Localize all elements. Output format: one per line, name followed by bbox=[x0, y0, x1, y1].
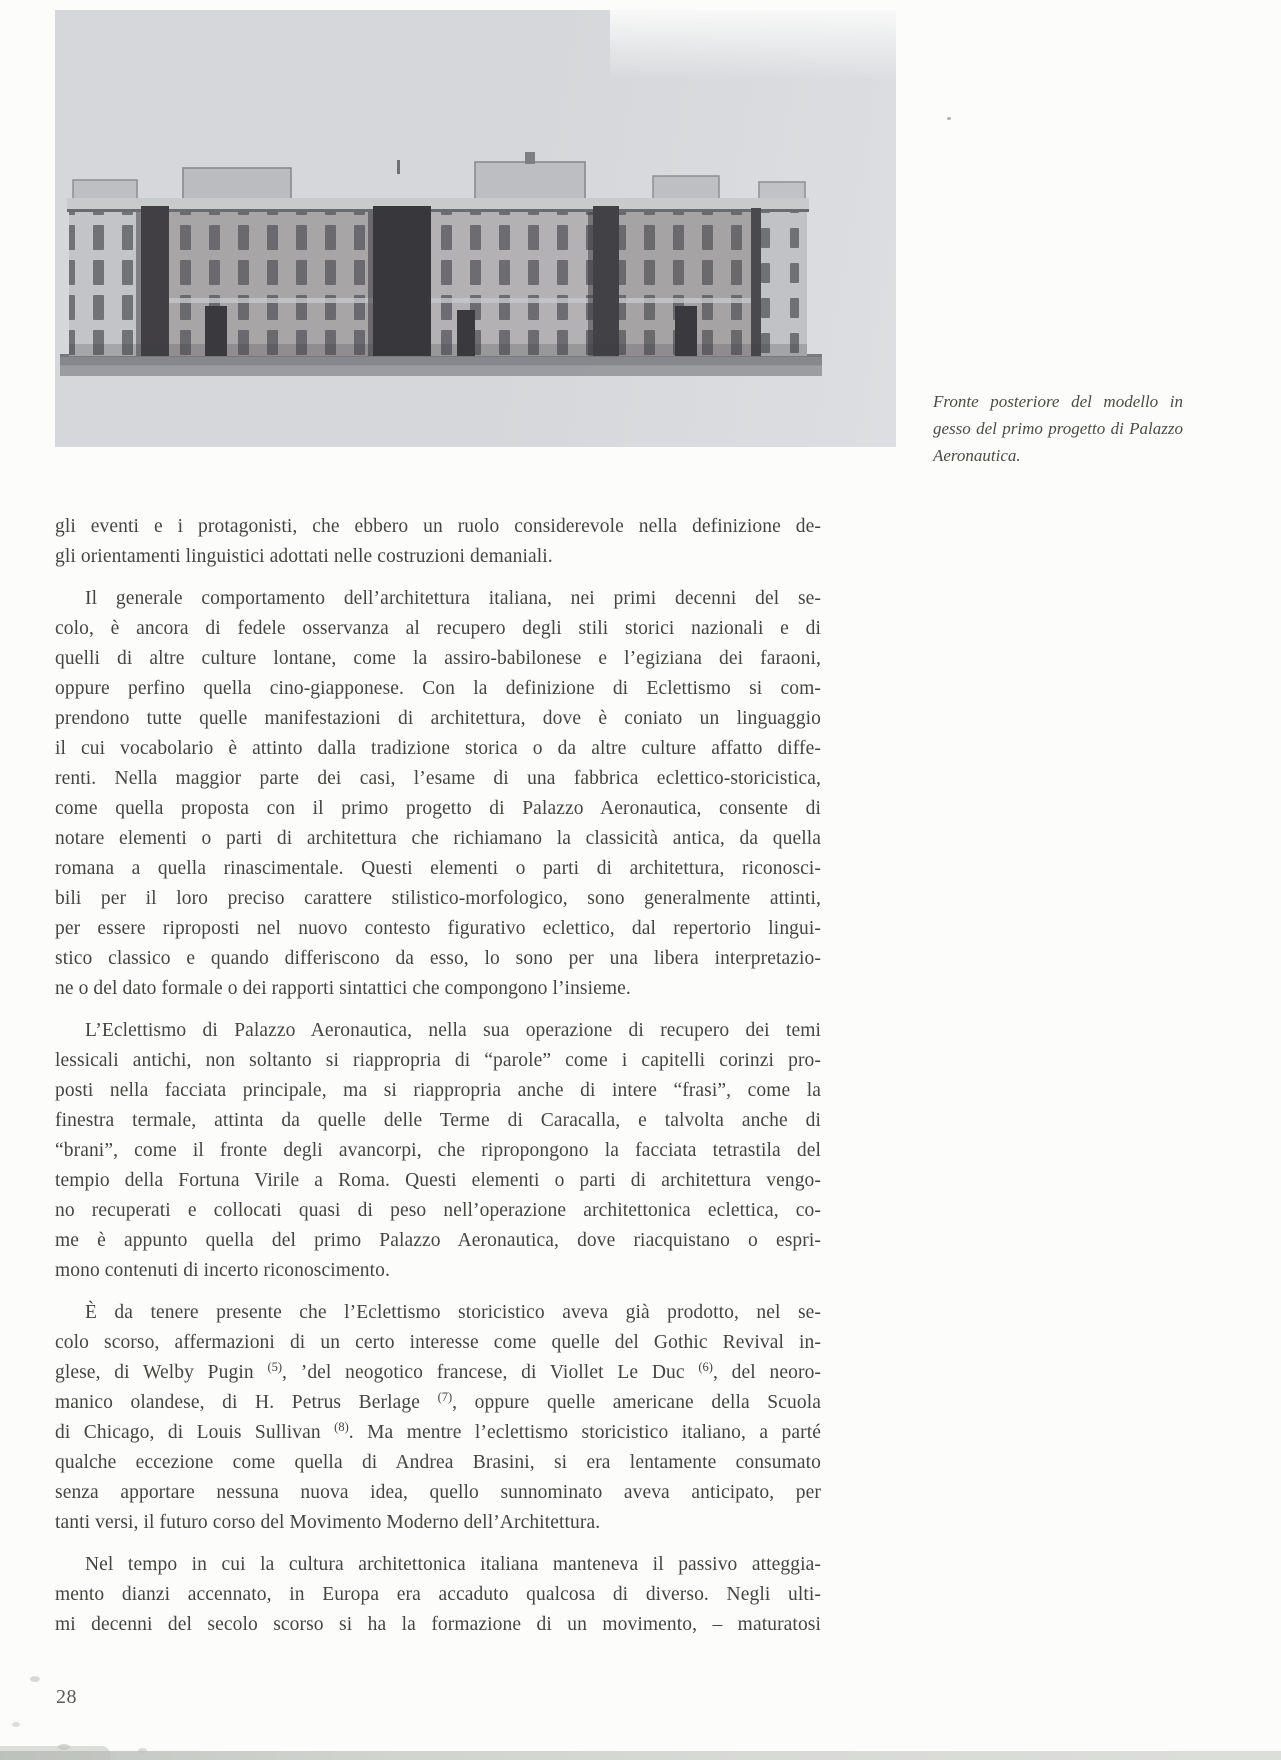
text-line: “brani”, come il fronte degli avancorpi, che ripropongono la facciata tetrastila del bbox=[55, 1140, 821, 1161]
text-line: qualche eccezione come quella di Andrea Brasini, si era lentamente consumato bbox=[55, 1452, 821, 1473]
scan-speck bbox=[30, 1676, 40, 1682]
text-line: per essere riproposti nel nuovo contesto figurativo eclettico, dal repertorio lingui- bbox=[55, 918, 821, 939]
figure-caption bbox=[933, 388, 1183, 469]
text-line: L’Eclettismo di Palazzo Aeronautica, nella sua operazione di recupero dei temi bbox=[85, 1020, 821, 1041]
text-line: quelli di altre culture lontane, come la assiro-babilonese e l’egiziana dei faraoni, bbox=[55, 648, 821, 669]
text-line: lessicali antichi, non soltanto si riappropria di “parole” come i capitelli corinzi pro- bbox=[55, 1050, 821, 1071]
text-line: Nel tempo in cui la cultura architettonica italiana manteneva il passivo atteggia- bbox=[85, 1554, 821, 1575]
figure-image bbox=[55, 10, 896, 447]
text-line: mento dianzi accennato, in Europa era accaduto qualcosa di diverso. Negli ulti- bbox=[55, 1584, 821, 1605]
text-line: senza apportare nessuna nuova idea, quello sunnominato aveva anticipato, per bbox=[55, 1482, 821, 1503]
text-line: finestra termale, attinta da quelle delle Terme di Caracalla, e talvolta anche di bbox=[55, 1110, 821, 1131]
text-line: colo, è ancora di fedele osservanza al recupero degli stili storici nazionali e di bbox=[55, 618, 821, 639]
caption-line: Fronte posteriore del modello in bbox=[933, 392, 1183, 411]
text-line: ne o del dato formale o dei rapporti sintattici che compongono l’insieme. bbox=[55, 978, 631, 999]
paragraph bbox=[55, 512, 821, 572]
scan-speck bbox=[12, 1722, 20, 1727]
text-line: bili per il loro preciso carattere stilistico-morfologico, sono generalmente attinti, bbox=[55, 888, 821, 909]
caption-line: gesso del primo progetto di Palazzo bbox=[933, 419, 1183, 438]
text-line: gli orientamenti linguistici adottati nelle costruzioni demaniali. bbox=[55, 546, 553, 567]
text-line: come quella proposta con il primo progetto di Palazzo Aeronautica, consente di bbox=[55, 798, 821, 819]
text-line: il cui vocabolario è attinto dalla tradizione storica o da altre culture affatto diffe- bbox=[55, 738, 821, 759]
footnote-reference: (7) bbox=[437, 1390, 453, 1404]
text-line: me è appunto quella del primo Palazzo Aeronautica, dove riacquistano o espri- bbox=[55, 1230, 821, 1251]
footnote-reference: (8) bbox=[334, 1420, 349, 1434]
text-line: È da tenere presente che l’Eclettismo storicistico aveva già prodotto, nel se- bbox=[85, 1302, 821, 1323]
text-line: tempio della Fortuna Virile a Roma. Questi elementi o parti di architettura vengo- bbox=[55, 1170, 821, 1191]
caption-line: Aeronautica. bbox=[933, 446, 1021, 465]
paragraph bbox=[55, 1550, 821, 1640]
page-edge-shadow bbox=[0, 1751, 1281, 1760]
paragraph bbox=[55, 1298, 821, 1538]
text-line: colo scorso, affermazioni di un certo interesse come quelle del Gothic Revival in- bbox=[55, 1332, 821, 1353]
article bbox=[55, 512, 821, 1640]
paragraph bbox=[55, 1016, 821, 1286]
text-line: oppure perfino quella cino-giapponese. Con la definizione di Eclettismo si com- bbox=[55, 678, 821, 699]
text-line: glese, di Welby Pugin $^{(5)}$, ’del neogotico francese, di Viollet Le Duc $^{(6)}$, del neoro- bbox=[55, 1360, 822, 1383]
text-line: manico olandese, di H. Petrus Berlage $^{(7)}$, oppure quelle americane della Scuola bbox=[55, 1390, 821, 1413]
text-line: posti nella facciata principale, ma si riappropria anche di intere “frasi”, come la bbox=[55, 1080, 821, 1101]
text-line: mono contenuti di incerto riconoscimento. bbox=[55, 1260, 390, 1281]
text-line: gli eventi e i protagonisti, che ebbero un ruolo considerevole nella definizione de- bbox=[55, 516, 821, 537]
building-illustration bbox=[55, 10, 896, 447]
footnote-reference: (5) bbox=[267, 1360, 283, 1374]
text-line: di Chicago, di Louis Sullivan $^{(8)}$. Ma mentre l’eclettismo storicistico italiano, a parté bbox=[55, 1420, 821, 1443]
text-line: mi decenni del secolo scorso si ha la formazione di un movimento, – maturatosi bbox=[55, 1614, 821, 1635]
text-line: Il generale comportamento dell’architettura italiana, nei primi decenni del se- bbox=[85, 588, 821, 609]
footnote-reference: (6) bbox=[698, 1360, 713, 1374]
text-line: romana a quella rinascimentale. Questi elementi o parti di architettura, riconosci- bbox=[55, 858, 821, 879]
text-line: renti. Nella maggior parte dei casi, l’esame di una fabbrica eclettico-storicistica, bbox=[55, 768, 821, 789]
text-line: prendono tutte quelle manifestazioni di architettura, dove è coniato un linguaggio bbox=[55, 708, 821, 729]
page-number: 28 bbox=[56, 1686, 77, 1708]
text-line: no recuperati e collocati quasi di peso nell’operazione architettonica eclettica, co- bbox=[55, 1200, 821, 1221]
scan-speck bbox=[947, 117, 951, 120]
paragraph bbox=[55, 584, 821, 1004]
text-line: stico classico e quando differiscono da esso, lo sono per una libera interpretazio- bbox=[55, 948, 821, 969]
text-line: tanti versi, il futuro corso del Movimento Moderno dell’Architettura. bbox=[55, 1512, 601, 1533]
text-line: notare elementi o parti di architettura che richiamano la classicità antica, da quella bbox=[55, 828, 821, 849]
